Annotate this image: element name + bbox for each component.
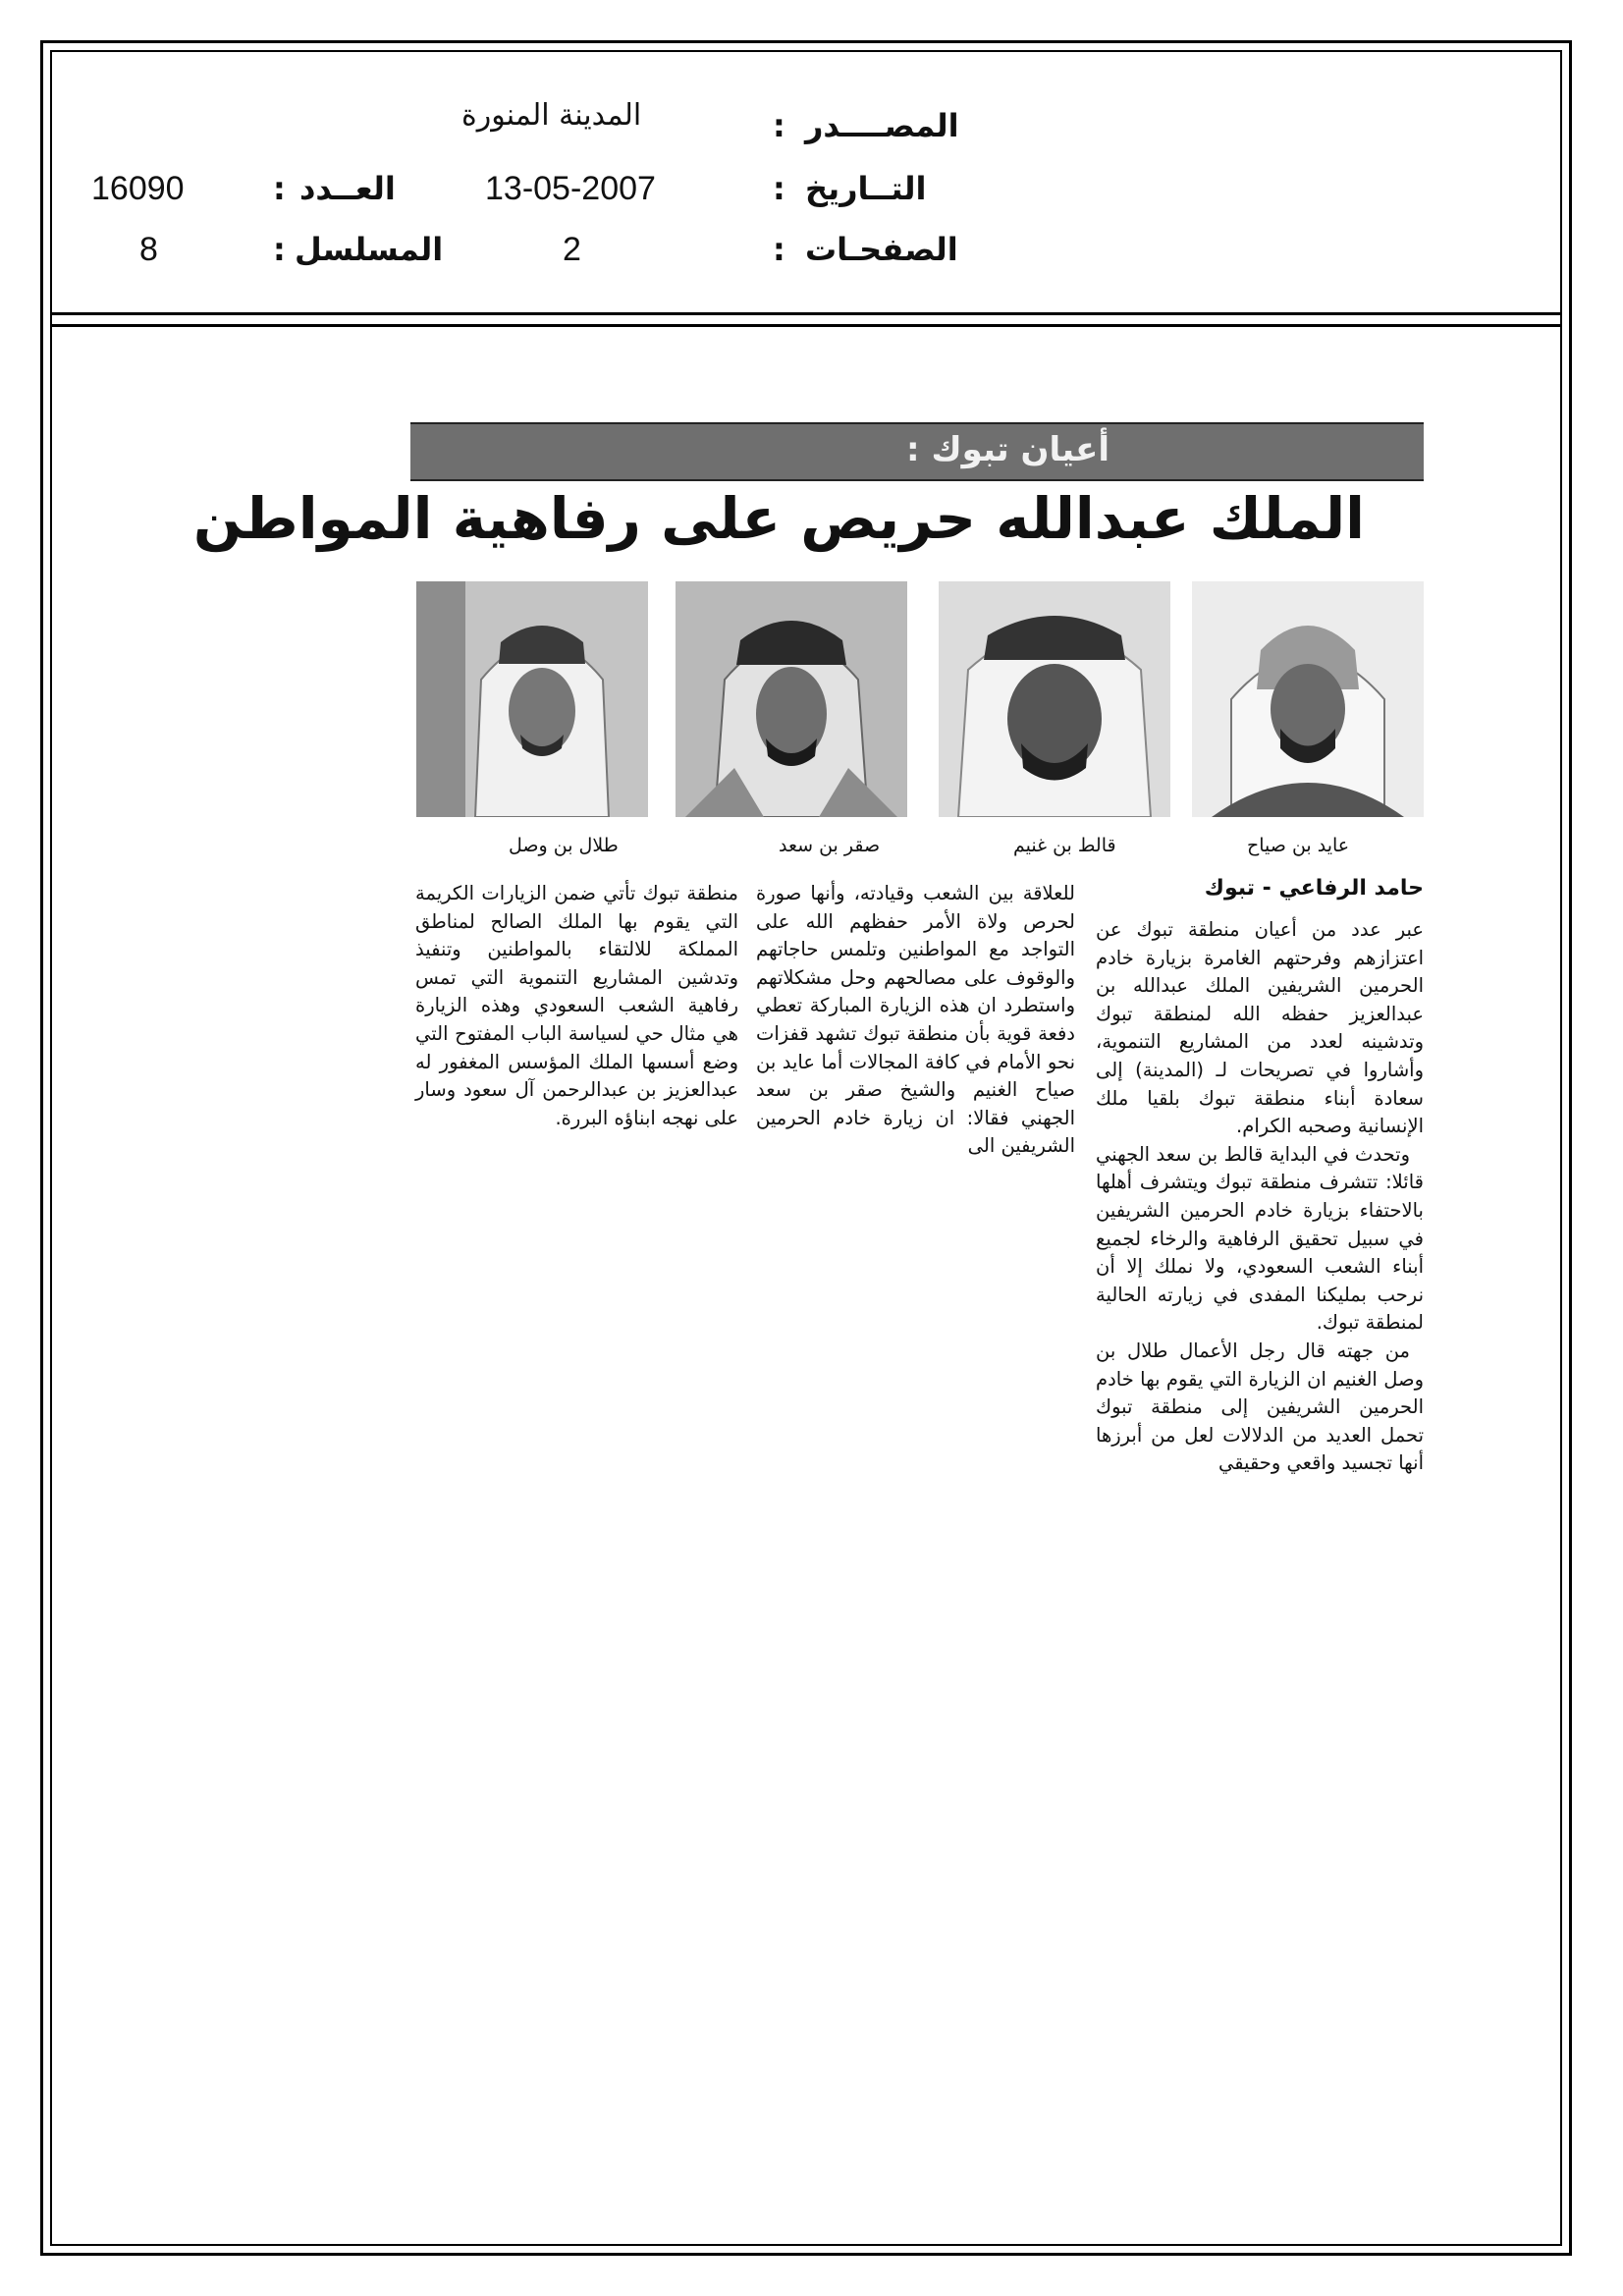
portrait-photo-4 — [416, 581, 648, 817]
kicker-text: أعيان تبوك : — [906, 430, 1109, 469]
column-2-paragraph-1: للعلاقة بين الشعب وقيادته، وأنها صورة لحرص ولاة الأمر حفظهم الله على التواجد مع المواطنين وتلمس حاجاتهم والوقوف على مصالحهم وحل مشكلاتهم واستطرد ان هذه الزيارة المباركة تعطي دفعة قوية بأن منطقة تبوك تشهد قفزات نحو الأمام في كافة المجالات أما عايد بن صياح الغنيم والشيخ صقر بن سعد الجهني فقالا: ان زيارة خادم الحرمين الشريفين الى — [756, 882, 1075, 1158]
portrait-photo-1 — [1192, 581, 1424, 817]
pages-label: الصفحـات — [805, 231, 958, 268]
column-3-paragraph-1: منطقة تبوك تأتي ضمن الزيارات الكريمة التي يقوم بها الملك الصالح لمناطق المملكة للالتقاء بالمواطنين وتنفيذ وتدشين المشاريع التنموية التي تمس رفاهية الشعب السعودي وهذه الزيارة هي مثال حي لسياسة الباب المفتوح التي وضع أسسها الملك المؤسس المغفور له عبدالعزيز بن عبدالرحمن آل سعود وسار على نهجه ابناؤه البررة. — [415, 882, 738, 1129]
portrait-photo-icon — [416, 581, 648, 817]
date-value: 13-05-2007 — [485, 170, 656, 207]
article-column-2 — [756, 880, 1075, 1161]
issue-label: العــدد — [299, 170, 396, 207]
source-value: المدينة المنورة — [461, 98, 642, 133]
pages-colon: : — [773, 231, 785, 268]
serial-label: المسلسل — [295, 231, 444, 268]
column-1-paragraph-2: وتحدث في البداية قالط بن سعد الجهني قائلا: تتشرف منطقة تبوك ويتشرف أهلها بالاحتفاء بزيارة خادم الحرمين الشريفين في سبيل تحقيق الرفاهية والرخاء لجميع أبناء الشعب السعودي، ولا نملك إلا أن نرحب بمليكنا المفدى في زيارته الحالية لمنطقة تبوك. — [1096, 1142, 1424, 1335]
photo-caption-1: عايد بن صياح — [1247, 835, 1350, 856]
kicker-bar — [410, 422, 1424, 481]
header-divider-top — [50, 312, 1562, 315]
portrait-photo-icon — [939, 581, 1170, 817]
article-headline: الملك عبدالله حريص على رفاهية المواطن — [192, 485, 1365, 552]
column-1-paragraph-1: عبر عدد من أعيان منطقة تبوك عن اعتزازهم وفرحتهم الغامرة بزيارة خادم الحرمين الشريفين الملك عبدالله بن عبدالعزيز حفظه الله لمنطقة تبوك وتدشينه لعدد من المشاريع التنموية، وأشاروا في تصريحات لـ (المدينة) إلى سعادة أبناء منطقة تبوك بلقيا ملك الإنسانية وصحبه الكرام. — [1096, 918, 1424, 1138]
date-label: التــاريخ — [805, 170, 927, 207]
article-column-3 — [415, 880, 738, 1132]
portrait-photo-2 — [939, 581, 1170, 817]
column-1-paragraph-3: من جهته قال رجل الأعمال طلال بن وصل الغنيم ان الزيارة التي يقوم بها خادم الحرمين الشريفين إلى منطقة تبوك تحمل العديد من الدلالات لعل من أبرزها أنها تجسيد واقعي وحقيقي — [1096, 1339, 1424, 1475]
issue-colon: : — [273, 170, 286, 207]
source-label: المصــــدر — [805, 107, 959, 144]
photo-caption-3: صقر بن سعد — [779, 835, 881, 856]
article-column-1 — [1096, 916, 1424, 1478]
header-divider-bottom — [50, 324, 1562, 327]
portrait-photo-icon — [1192, 581, 1424, 817]
pages-value: 2 — [563, 231, 581, 268]
date-colon: : — [773, 170, 785, 207]
serial-colon: : — [273, 231, 286, 268]
newspaper-clipping — [192, 422, 1424, 1740]
issue-value: 16090 — [91, 170, 185, 207]
portrait-photo-3 — [676, 581, 907, 817]
source-colon: : — [773, 107, 785, 144]
article-byline: حامد الرفاعي - تبوك — [1204, 876, 1424, 901]
serial-value: 8 — [139, 231, 158, 268]
portrait-photo-icon — [676, 581, 907, 817]
photo-caption-2: قالط بن غنيم — [1013, 835, 1116, 856]
photo-caption-4: طلال بن وصل — [509, 835, 619, 856]
